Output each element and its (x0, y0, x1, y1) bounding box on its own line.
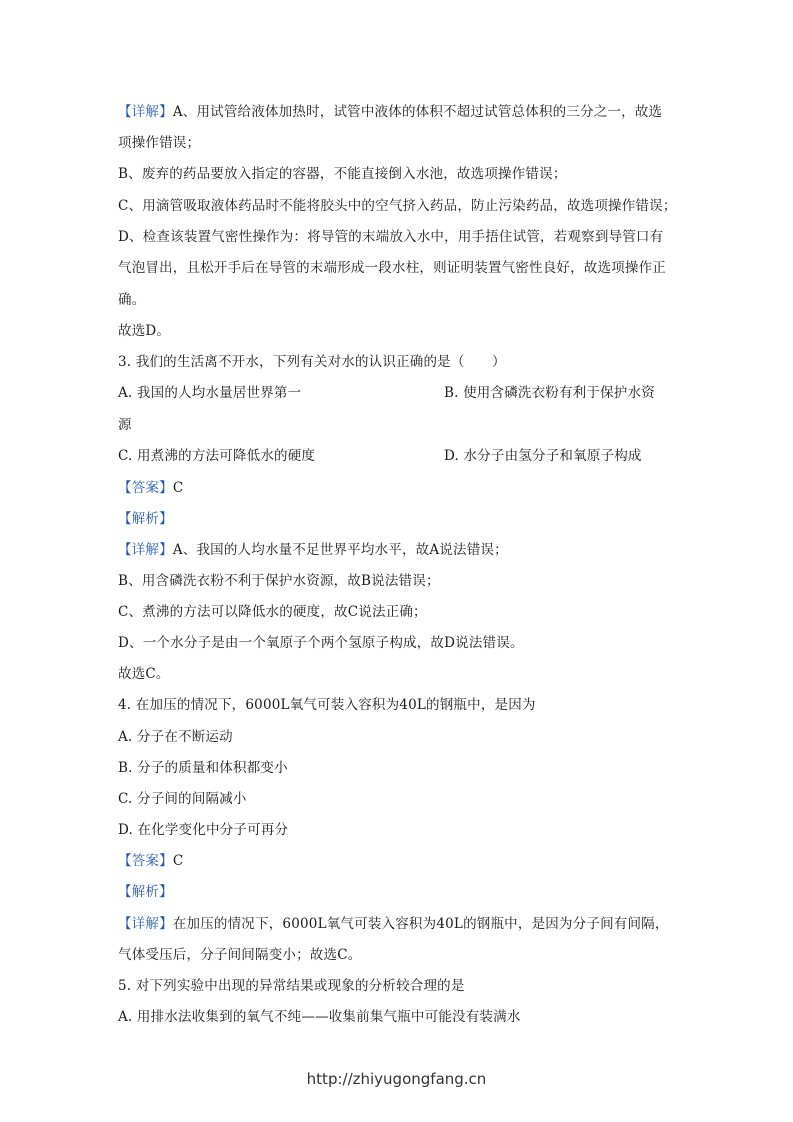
q3-conclusion: 故选C。 (118, 666, 170, 682)
q3-detail-4: D、一个水分子是由一个氧原子个两个氢原子构成，故D说法错误。 (118, 635, 524, 651)
q3-answer: 【答案】C (118, 480, 184, 496)
q5-option-a: A. 用排水法收集到的氧气不纯——收集前集气瓶中可能没有装满水 (118, 1009, 521, 1025)
q2-detail-line-6: 气泡冒出，且松开手后在导管的末端形成一段水柱，则证明装置气密性良好，故选项操作正 (118, 260, 666, 276)
q4-stem: 4. 在加压的情况下，6000L氧气可装入容积为40L的钢瓶中，是因为 (118, 697, 536, 713)
q3-option-c: C. 用煮沸的方法可降低水的硬度 (118, 448, 316, 464)
q3-options-ab (118, 383, 678, 403)
q4-answer: 【答案】C (118, 853, 184, 869)
q2-detail-line-7: 确。 (118, 292, 146, 308)
q4-option-c: C. 分子间的间隔减小 (118, 791, 247, 807)
q3-option-b-cont: 源 (118, 417, 132, 433)
q2-detail-line-2: 项操作错误； (118, 135, 201, 151)
q4-analysis-tag: 【解析】 (118, 884, 173, 900)
q5-stem: 5. 对下列实验中出现的异常结果或现象的分析较合理的是 (118, 978, 465, 994)
q3-options-cd (118, 446, 678, 466)
q4-option-d: D. 在化学变化中分子可再分 (118, 822, 289, 838)
q2-conclusion: 故选D。 (118, 323, 171, 339)
q3-option-a: A. 我国的人均水量居世界第一 (118, 385, 302, 401)
q3-detail-1: 【详解】A、我国的人均水量不足世界平均水平，故A说法错误； (118, 542, 508, 558)
q2-detail-line-3: B、废弃的药品要放入指定的容器，不能直接倒入水池，故选项操作错误； (118, 166, 567, 182)
q3-option-b: B. 使用含磷洗衣粉有利于保护水资 (444, 385, 655, 401)
q2-detail-line-4: C、用滴管吸取液体药品时不能将胶头中的空气挤入药品，防止污染药品，故选项操作错误； (118, 198, 677, 214)
detail-tag: 【详解】 (118, 104, 173, 120)
q4-detail-1: 【详解】在加压的情况下，6000L氧气可装入容积为40L的钢瓶中，是因为分子间有间隔， (118, 916, 669, 932)
q3-detail-3: C、煮沸的方法可以降低水的硬度，故C说法正确； (118, 604, 427, 620)
q4-detail-2: 气体受压后，分子间间隔变小；故选C。 (118, 947, 362, 963)
q3-option-d: D. 水分子由氢分子和氧原子构成 (444, 448, 642, 464)
q3-analysis-tag: 【解析】 (118, 511, 173, 527)
q2-detail-line-1: 【详解】A、用试管给液体加热时，试管中液体的体积不超过试管总体积的三分之一，故选 (118, 104, 663, 120)
q4-option-b: B. 分子的质量和体积都变小 (118, 760, 288, 776)
q3-detail-2: B、用含磷洗衣粉不利于保护水资源，故B说法错误； (118, 573, 440, 589)
q3-stem: 3. 我们的生活离不开水，下列有关对水的认识正确的是（ ） (118, 354, 506, 370)
q4-option-a: A. 分子在不断运动 (118, 729, 233, 745)
footer-url: http://zhiyugongfang.cn (306, 1070, 487, 1088)
q2-detail-line-5: D、检查该装置气密性操作为：将导管的末端放入水中，用手捂住试管，若观察到导管口有 (118, 229, 664, 245)
